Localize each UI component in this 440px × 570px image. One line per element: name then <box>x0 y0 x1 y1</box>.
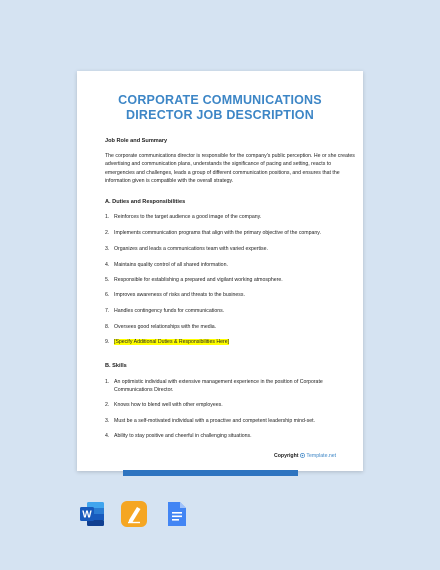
duty-item <box>105 276 283 284</box>
title-line-2: DIRECTOR JOB DESCRIPTION <box>126 108 314 122</box>
duty-item <box>105 323 216 331</box>
section-b-heading: B. Skills <box>105 363 127 369</box>
skill-text-continued: Communications Director. <box>114 387 174 394</box>
copyright-line <box>274 452 336 460</box>
copyright-label: Copyright <box>274 453 299 459</box>
pages-icon[interactable] <box>120 500 148 528</box>
duty-item <box>105 338 229 346</box>
duty-number: 7. <box>105 308 110 314</box>
title-line-1: CORPORATE COMMUNICATIONS <box>118 93 322 107</box>
duty-text: Oversees good relationships with the media. <box>114 324 217 330</box>
word-icon[interactable] <box>78 500 106 528</box>
duty-item <box>105 291 245 299</box>
duty-item <box>105 245 268 253</box>
duty-number: 8. <box>105 324 110 330</box>
skill-text: Ability to stay positive and cheerful in challenging situations. <box>114 433 252 439</box>
duty-number: 9. <box>105 339 110 345</box>
duty-number: 2. <box>105 230 110 236</box>
document-page <box>77 71 363 471</box>
duty-number: 3. <box>105 246 110 252</box>
skill-number: 2. <box>105 402 110 408</box>
skill-number: 1. <box>105 379 110 385</box>
duty-text: Responsible for establishing a prepared and vigilant working atmosphere. <box>114 277 283 283</box>
duty-text: Maintains quality control of all shared information. <box>114 262 228 268</box>
skill-number: 3. <box>105 418 110 424</box>
duty-text: Improves awareness of risks and threats to the business. <box>114 292 245 298</box>
duty-number: 4. <box>105 262 110 268</box>
template-net-icon <box>300 453 305 458</box>
skill-number: 4. <box>105 433 110 439</box>
duty-item <box>105 261 228 269</box>
duty-item <box>105 307 224 315</box>
skill-item <box>105 432 252 440</box>
section-a-heading: A. Duties and Responsibilities <box>105 199 186 205</box>
duty-text: Handles contingency funds for communications. <box>114 308 225 314</box>
skill-text: An optimistic individual with extensive management experience in the position of Corporate <box>114 379 323 385</box>
skill-item <box>105 378 323 395</box>
duty-number: 6. <box>105 292 110 298</box>
duty-text: Reinforces to the target audience a good image of the company. <box>114 214 262 220</box>
summary-paragraph: The corporate communications director is responsible for the company's public perception. He or she creates advertising and communication plans, understands the significance of pacing and setting, reacts to emergencies and challenges, leads a group of different communication positions, and ensures that the information given is compatible with the overall strategy. <box>105 153 355 184</box>
skill-item <box>105 401 223 409</box>
docs-icon[interactable] <box>162 500 190 528</box>
duty-number: 5. <box>105 277 110 283</box>
duty-text: Implements communication programs that align with the primary objective of the company. <box>114 230 321 236</box>
document-title <box>77 93 363 123</box>
duty-number: 1. <box>105 214 110 220</box>
duty-text: Organizes and leads a communications team with varied expertise. <box>114 246 268 252</box>
duty-item <box>105 213 261 221</box>
duty-placeholder-highlight: [Specify Additional Duties & Responsibilities Here] <box>114 339 230 345</box>
document-bottom-bar <box>123 470 298 476</box>
skill-text: Must be a self-motivated individual with a proactive and competent leadership mind-set. <box>114 418 315 424</box>
svg-text:W: W <box>82 509 92 521</box>
template-net-link[interactable]: Template.net <box>306 453 337 459</box>
skill-item <box>105 417 315 425</box>
skill-text: Knows how to blend well with other employees. <box>114 402 223 408</box>
section-role-heading: Job Role and Summary <box>105 138 168 144</box>
duty-item <box>105 229 321 237</box>
